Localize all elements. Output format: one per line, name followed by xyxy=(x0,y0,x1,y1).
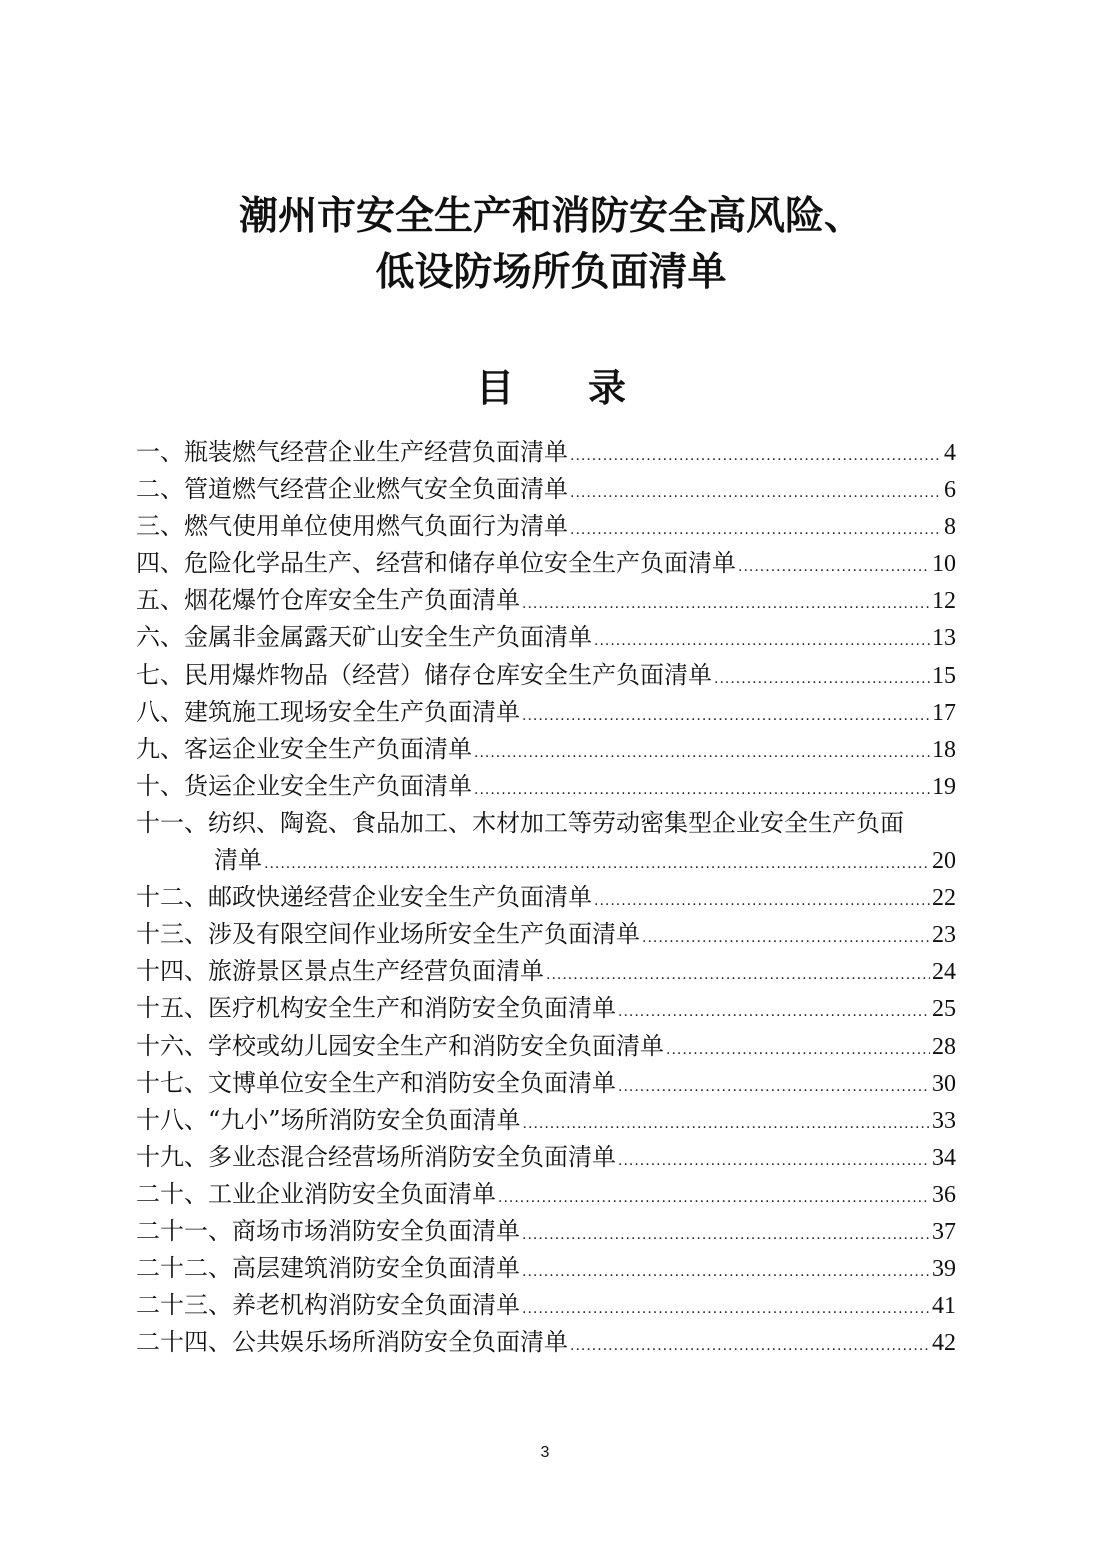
toc-dot-leader xyxy=(618,1143,930,1180)
toc-entry-label: 十九、多业态混合经营场所消防安全负面清单 xyxy=(136,1142,616,1171)
toc-entry[interactable] xyxy=(136,1176,956,1213)
toc-entry-page: 34 xyxy=(932,1144,956,1171)
toc-entry-label: 四、危险化学品生产、经营和储存单位安全生产负面清单 xyxy=(136,549,736,578)
toc-entry-page: 33 xyxy=(932,1107,956,1134)
toc-entry-label: 六、金属非金属露天矿山安全生产负面清单 xyxy=(136,623,592,652)
toc-entry-label: 二十二、高层建筑消防安全负面清单 xyxy=(136,1254,520,1283)
toc-entry-label: 十五、医疗机构安全生产和消防安全负面清单 xyxy=(136,994,616,1023)
toc-dot-leader xyxy=(522,1254,930,1291)
toc-entry-page: 30 xyxy=(932,1070,956,1097)
toc-entry-label: 十三、涉及有限空间作业场所安全生产负面清单 xyxy=(136,920,640,949)
toc-entry-label: 二十一、商场市场消防安全负面清单 xyxy=(136,1216,520,1245)
toc-dot-leader xyxy=(738,549,930,586)
toc-entry-label: 二十四、公共娱乐场所消防安全负面清单 xyxy=(136,1328,568,1357)
toc-entry-label: 七、民用爆炸物品（经营）储存仓库安全生产负面清单 xyxy=(136,660,712,689)
toc-entry[interactable] xyxy=(136,545,956,582)
toc-entry[interactable] xyxy=(136,1065,956,1102)
toc-entry[interactable] xyxy=(136,879,956,916)
toc-entry-page: 17 xyxy=(932,699,956,726)
toc-entry-page: 15 xyxy=(932,662,956,689)
toc-entry[interactable] xyxy=(136,990,956,1027)
toc-dot-leader xyxy=(570,512,942,549)
toc-entry-label: 十、货运企业安全生产负面清单 xyxy=(136,771,472,800)
toc-entry-page: 23 xyxy=(932,922,956,949)
toc-entry-page: 8 xyxy=(944,514,956,541)
toc-entry[interactable] xyxy=(136,1028,956,1065)
toc-entry[interactable] xyxy=(136,768,956,805)
toc-entry[interactable] xyxy=(136,1213,956,1250)
toc-dot-leader xyxy=(594,623,930,660)
toc-dot-leader xyxy=(594,883,930,920)
toc-dot-leader xyxy=(474,772,930,809)
toc-dot-leader xyxy=(522,586,930,623)
toc-entry[interactable] xyxy=(136,1324,956,1361)
toc-entry-label: 十六、学校或幼儿园安全生产和消防安全负面清单 xyxy=(136,1031,664,1060)
toc-entry-label: 三、燃气使用单位使用燃气负面行为清单 xyxy=(136,512,568,541)
toc-entry-page: 13 xyxy=(932,625,956,652)
toc-entry-page: 18 xyxy=(932,736,956,763)
toc-heading xyxy=(0,360,1102,416)
toc-entry-label: 十八、“九小”场所消防安全负面清单 xyxy=(136,1105,521,1134)
toc-heading-char-2: 录 xyxy=(588,365,627,410)
toc-entry-label: 一、瓶装燃气经营企业生产经营负面清单 xyxy=(136,438,568,466)
toc-dot-leader xyxy=(522,1291,930,1328)
toc-entry-label: 九、客运企业安全生产负面清单 xyxy=(136,734,472,763)
toc-dot-leader xyxy=(522,698,930,735)
toc-entry-label: 二十三、养老机构消防安全负面清单 xyxy=(136,1291,520,1320)
toc-dot-leader xyxy=(618,994,930,1031)
toc-entry-label: 二十、工业企业消防安全负面清单 xyxy=(136,1179,496,1208)
toc-entry-page: 24 xyxy=(932,959,956,986)
toc-entry-label: 十二、邮政快递经营企业安全生产负面清单 xyxy=(136,883,592,912)
toc-entry-label-line-1: 十一、纺织、陶瓷、食品加工、木材加工等劳动密集型企业安全生产负面 xyxy=(136,808,904,837)
toc-dot-leader xyxy=(666,1032,930,1069)
table-of-contents xyxy=(136,434,956,1361)
toc-entry[interactable] xyxy=(136,953,956,990)
toc-dot-leader xyxy=(264,846,930,883)
toc-entry-label: 十七、文博单位安全生产和消防安全负面清单 xyxy=(136,1068,616,1097)
toc-entry-page: 22 xyxy=(932,885,956,912)
toc-entry[interactable] xyxy=(136,694,956,731)
toc-entry-label: 八、建筑施工现场安全生产负面清单 xyxy=(136,697,520,726)
page-number: 3 xyxy=(540,1444,550,1461)
toc-entry[interactable] xyxy=(136,471,956,508)
toc-entry-page: 28 xyxy=(932,1033,956,1060)
toc-entry-page: 41 xyxy=(932,1293,956,1320)
toc-dot-leader xyxy=(498,1180,930,1217)
toc-dot-leader xyxy=(570,1328,930,1365)
toc-entry-page: 4 xyxy=(944,440,956,466)
toc-entry[interactable] xyxy=(136,508,956,545)
toc-dot-leader xyxy=(546,957,930,994)
toc-entry-page: 6 xyxy=(944,477,956,504)
toc-dot-leader xyxy=(523,1106,930,1143)
toc-entry-page: 10 xyxy=(932,551,956,578)
toc-entry-page: 20 xyxy=(932,848,956,875)
toc-dot-leader xyxy=(522,1217,930,1254)
toc-entry[interactable] xyxy=(136,619,956,656)
toc-entry[interactable] xyxy=(136,805,956,879)
toc-dot-leader xyxy=(570,475,942,512)
toc-entry[interactable] xyxy=(136,1139,956,1176)
toc-entry-label: 十四、旅游景区景点生产经营负面清单 xyxy=(136,957,544,986)
toc-entry-page: 25 xyxy=(932,996,956,1023)
toc-entry[interactable] xyxy=(136,434,956,471)
document-title-line-2: 低设防场所负面清单 xyxy=(375,249,727,295)
document-title-line-1: 潮州市安全生产和消防安全高风险、 xyxy=(238,193,863,239)
toc-entry[interactable] xyxy=(136,1250,956,1287)
toc-entry[interactable] xyxy=(136,582,956,619)
toc-entry-label: 二、管道燃气经营企业燃气安全负面清单 xyxy=(136,475,568,504)
toc-dot-leader xyxy=(570,438,942,475)
toc-dot-leader xyxy=(642,920,930,957)
toc-entry-label: 五、烟花爆竹仓库安全生产负面清单 xyxy=(136,586,520,615)
toc-entry[interactable] xyxy=(136,657,956,694)
toc-heading-char-1: 目 xyxy=(475,365,514,410)
toc-dot-leader xyxy=(618,1069,930,1106)
toc-dot-leader xyxy=(714,661,930,698)
document-title xyxy=(0,188,1102,300)
toc-entry[interactable] xyxy=(136,1102,956,1139)
toc-entry[interactable] xyxy=(136,1287,956,1324)
toc-entry-label-line-2: 清单 xyxy=(214,846,262,875)
toc-entry-page: 37 xyxy=(932,1218,956,1245)
toc-entry-page: 36 xyxy=(932,1181,956,1208)
toc-dot-leader xyxy=(474,735,930,772)
toc-entry-page: 12 xyxy=(932,588,956,615)
toc-entry[interactable] xyxy=(136,916,956,953)
toc-entry-page: 19 xyxy=(932,773,956,800)
toc-entry-page: 39 xyxy=(932,1256,956,1283)
toc-entry[interactable] xyxy=(136,731,956,768)
toc-entry-page: 42 xyxy=(932,1330,956,1357)
